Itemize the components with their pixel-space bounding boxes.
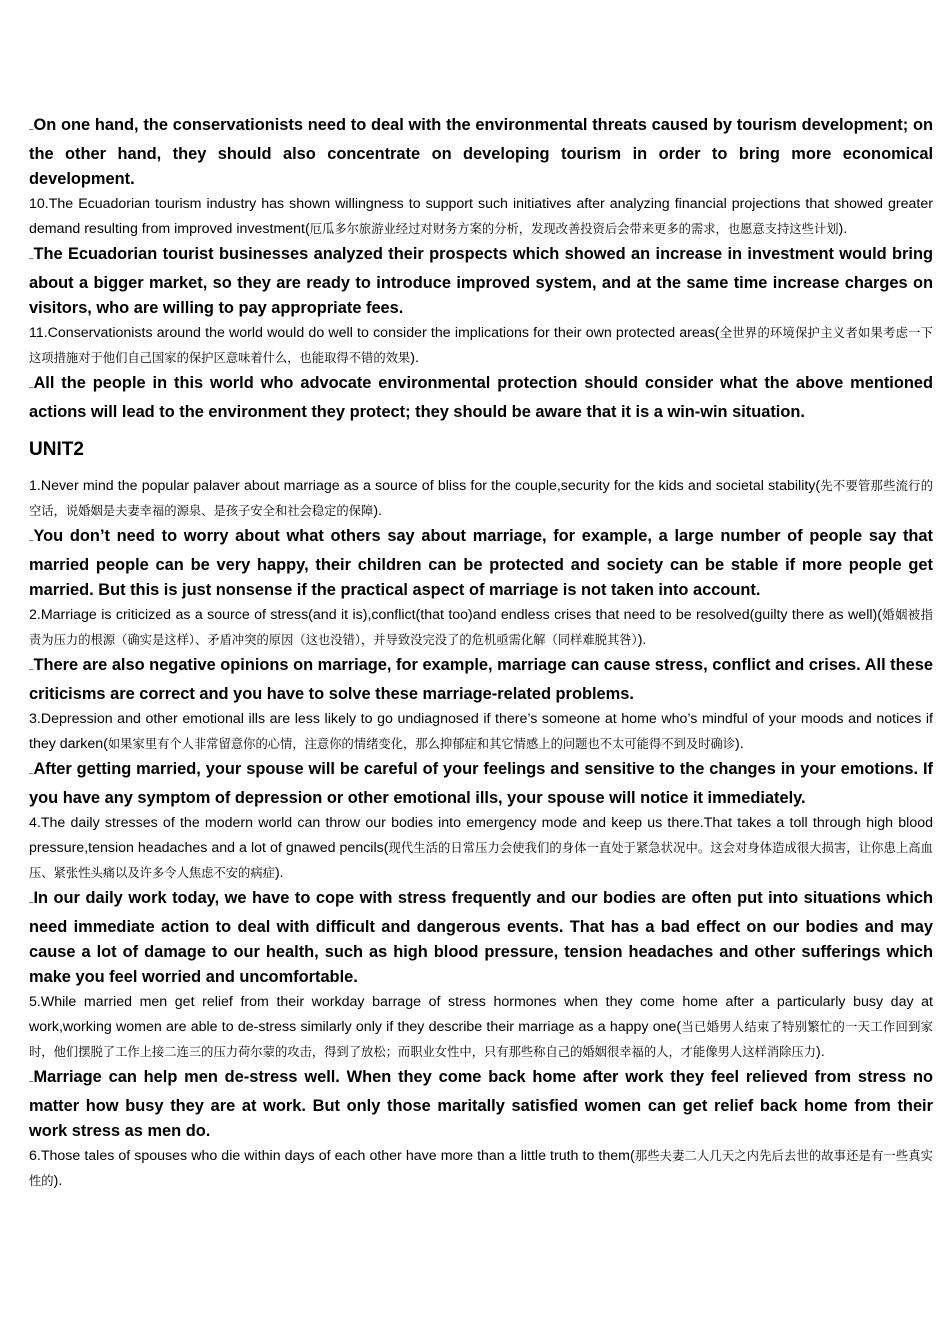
chinese-translation: 那些夫妻二人几天之内先后去世的故事还是有一些真实性的 [29, 1149, 933, 1188]
unit-heading: UNIT2 [29, 439, 84, 460]
paraphrase-text: The Ecuadorian tourist businesses analyzed their prospects which showed an increase in investment would bring about a bigger market, so they are ready to introduce improved system, and at the same time increase charges on visitors, who are willing to pay appropriate fees. [29, 245, 933, 317]
english-sentence: 11.Conservationists around the world would do well to consider the implications for their own protected areas( [29, 325, 720, 341]
english-sentence: 4.The daily stresses of the modern world can throw our bodies into emergency mode and keep us there.That takes a toll through high blood pressure,tension headaches and a lot of gnawed pencils( [29, 815, 933, 856]
paraphrase-text: Marriage can help men de-stress well. When they come back home after work they feel relieved from stress no matter how busy they are at work. But only those maritally satisfied women can get relief back home from their work stress as men do. [29, 1068, 933, 1140]
paraphrase-text: In our daily work today, we have to cope with stress frequently and our bodies are often put into situations which need immediate action to deal with difficult and dangerous events. That has a bad effect on our bodies and may cause a lot of damage to our health, such as high blood pressure, tension headaches and other sufferings which make you feel worried and uncomfortable. [29, 889, 933, 986]
paraphrase-paragraph [29, 757, 933, 811]
sentence-item [29, 603, 933, 653]
closing-punctuation: ). [274, 865, 284, 881]
closing-punctuation: ). [53, 1173, 63, 1189]
paraphrase-text: After getting married, your spouse will be careful of your feelings and sensitive to the changes in your emotions. If you have any symptom of depression or other emotional ills, your spouse will notice it immediately. [29, 760, 933, 807]
paraphrase-paragraph [29, 1065, 933, 1144]
bullet-dash: – [29, 665, 34, 674]
sentence-item [29, 192, 933, 242]
paraphrase-text: All the people in this world who advocate environmental protection should consider what the above mentioned actions will lead to the environment they protect; they should be aware that it is a win-win situation. [29, 374, 933, 421]
chinese-translation: 全世界的环境保护主义者如果考虑一下这项措施对于他们自己国家的保护区意味着什么，也能取得不错的效果 [29, 326, 933, 365]
chinese-translation: 先不要管那些流行的空话，说婚姻是夫妻幸福的源泉、是孩子安全和社会稳定的保障 [29, 479, 933, 518]
sentence-item [29, 990, 933, 1065]
paraphrase-paragraph [29, 886, 933, 990]
english-sentence: 10.The Ecuadorian tourism industry has shown willingness to support such initiatives after analyzing financial projections that showed greater demand resulting from improved investment( [29, 196, 933, 237]
paraphrase-paragraph [29, 113, 933, 192]
bullet-dash: – [29, 898, 34, 907]
english-sentence: 1.Never mind the popular palaver about marriage as a source of bliss for the couple,security for the kids and societal stability( [29, 478, 821, 494]
paraphrase-paragraph [29, 653, 933, 707]
chinese-translation: 婚姻被指责为压力的根源（确实是这样）、矛盾冲突的原因（这也没错），并导致没完没了的危机亟需化解（同样难脱其咎） [29, 608, 933, 647]
closing-punctuation: ). [838, 221, 848, 237]
sentence-item [29, 474, 933, 524]
chinese-translation: 厄瓜多尔旅游业经过对财务方案的分析，发现改善投资后会带来更多的需求，也愿意支持这些计划 [309, 222, 839, 236]
paraphrase-paragraph [29, 242, 933, 321]
english-sentence: 3.Depression and other emotional ills are less likely to go undiagnosed if there’s someone at home who’s mindful of your moods and notices if they darken( [29, 711, 933, 752]
sentence-item [29, 321, 933, 371]
document-page [29, 113, 933, 1194]
closing-punctuation: ). [816, 1044, 825, 1060]
paraphrase-text: On one hand, the conservationists need to deal with the environmental threats caused by tourism development; on the other hand, they should also concentrate on developing tourism in order to bring more economical development. [29, 116, 933, 188]
english-sentence: 6.Those tales of spouses who die within days of each other have more than a little truth to them( [29, 1148, 635, 1164]
sentence-item [29, 707, 933, 757]
bullet-dash: – [29, 383, 34, 392]
bullet-dash: – [29, 254, 34, 263]
closing-punctuation: ). [735, 736, 744, 752]
closing-punctuation: ). [373, 503, 382, 519]
chinese-translation: 如果家里有个人非常留意你的心情，注意你的情绪变化，那么抑郁症和其它情感上的问题也不太可能得不到及时确诊 [107, 737, 736, 751]
chinese-translation: 当已婚男人结束了特别繁忙的一天工作回到家时，他们摆脱了工作上接二连三的压力荷尔蒙的攻击，得到了放松；而职业女性中，只有那些称自己的婚姻很幸福的人，才能像男人这样消除压力 [29, 1020, 933, 1059]
bullet-dash: – [29, 536, 34, 545]
bullet-dash: – [29, 769, 34, 778]
english-sentence: 2.Marriage is criticized as a source of stress(and it is),conflict(that too)and endless crises that need to be resolved(guilty there as well)( [29, 607, 882, 623]
paraphrase-text: There are also negative opinions on marriage, for example, marriage can cause stress, conflict and crises. All these criticisms are correct and you have to solve these marriage-related problems. [29, 656, 933, 703]
closing-punctuation: ). [410, 350, 419, 366]
paraphrase-paragraph [29, 371, 933, 425]
bullet-dash: – [29, 1077, 34, 1086]
bullet-dash: – [29, 125, 34, 134]
chinese-translation: 现代生活的日常压力会使我们的身体一直处于紧急状况中。这会对身体造成很大损害，让你患上高血压、紧张性头痛以及许多令人焦虑不安的病症 [29, 841, 933, 880]
sentence-item [29, 1144, 933, 1194]
paraphrase-paragraph [29, 524, 933, 603]
sentence-item [29, 811, 933, 886]
english-sentence: 5.While married men get relief from their workday barrage of stress hormones when they come home after a particularly busy day at work,working women are able to de-stress similarly only if they describe their marriage as a happy one( [29, 994, 933, 1035]
closing-punctuation: ). [637, 632, 647, 648]
paraphrase-text: You don’t need to worry about what others say about marriage, for example, a large number of people say that married people can be very happy, their children can be protected and society can be stable if more people get married. But this is just nonsense if the practical aspect of marriage is not taken into account. [29, 527, 933, 599]
